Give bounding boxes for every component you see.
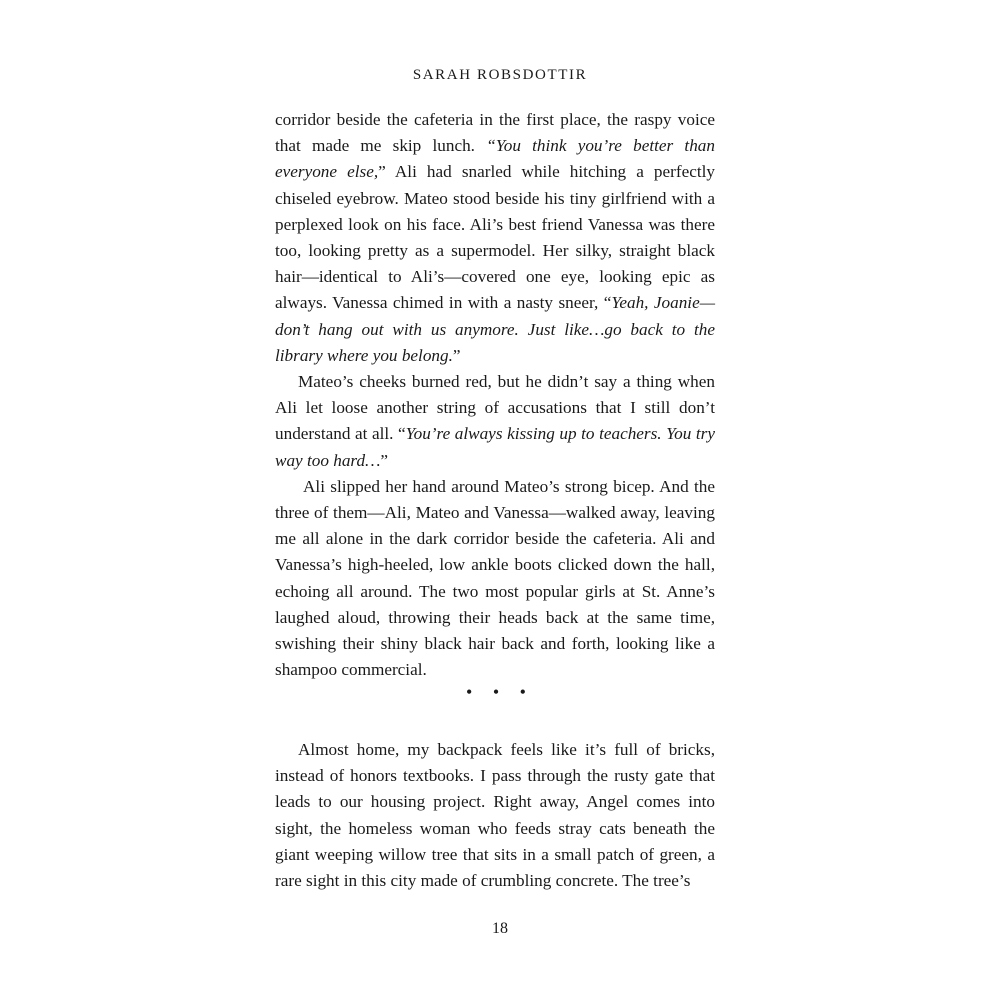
text-run: ” <box>452 345 461 365</box>
section-break: • • • <box>466 682 534 702</box>
text-section-2 <box>275 737 715 894</box>
paragraph-4 <box>275 737 715 894</box>
page-number: 18 <box>492 920 508 937</box>
text-run: ” Ali had snarled while hitching a perfectly chiseled eyebrow. Mateo stood beside his tiny girlfriend with a perplexed look on his face. Ali’s best friend Vanessa was there too, looking pretty as a supermodel. Her silky, straight black hair—identical to Ali’s—covered one eye, looking epic as always. Vanessa chimed in with a nasty sneer, “ <box>275 162 715 313</box>
text-run: Almost home, my backpack feels like it’s full of bricks, instead of honors textbooks. I pass through the rusty gate that leads to our housing project. Right away, Angel comes into sight, the homeless woman who feeds stray cats beneath the giant weeping willow tree that sits in a small patch of green, a rare sight in this city made of crumbling concrete. The tree’s <box>275 740 715 891</box>
text-section-1 <box>275 107 715 683</box>
paragraph-2 <box>275 369 715 474</box>
italic-dialogue: Yeah, Joanie—don’t hang out with us anymore. Just like…go back to the library where you belong. <box>275 293 715 365</box>
text-run: Mateo’s cheeks burned red, but he didn’t say a thing when Ali let loose another string of accusations that I still don’t understand at all. “ <box>275 372 715 444</box>
paragraph-1 <box>275 107 715 369</box>
italic-dialogue: You’re always kissing up to teachers. You try way too hard… <box>275 424 715 470</box>
text-run: corridor beside the cafeteria in the first place, the raspy voice that made me skip lunch. <box>275 110 715 156</box>
paragraph-3 <box>275 474 715 684</box>
running-header: SARAH ROBSDOTTIR <box>412 67 588 83</box>
text-run: ” <box>380 450 388 470</box>
text-run: Ali slipped her hand around Mateo’s strong bicep. And the three of them—Ali, Mateo and Vanessa—walked away, leaving me all alone in the dark corridor beside the cafeteria. Ali and Vanessa’s high-heeled, low ankle boots clicked down the hall, echoing all around. The two most popular girls at St. Anne’s laughed aloud, throwing their heads back at the same time, swishing their shiny black hair back and forth, looking like a shampoo commercial. <box>275 476 715 680</box>
italic-dialogue: “You think you’re better than everyone else, <box>275 136 715 182</box>
